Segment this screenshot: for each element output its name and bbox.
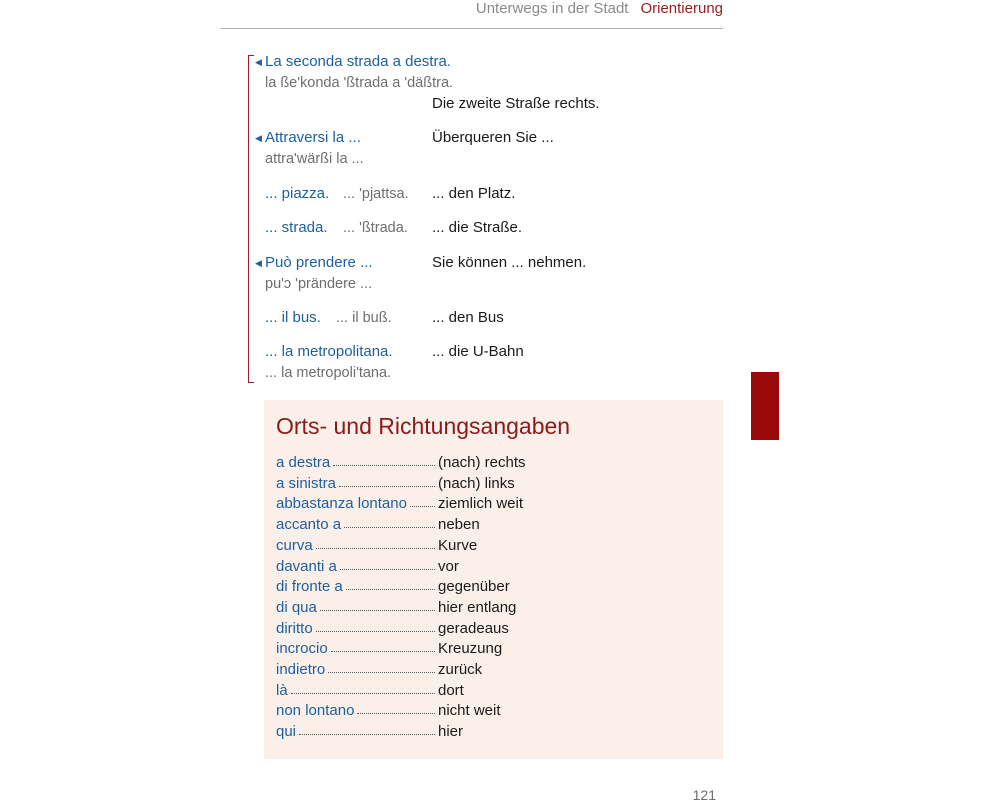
vocabulary-row [276, 536, 706, 557]
vocabulary-german: gegenüber [438, 578, 510, 596]
audio-triangle-icon: ◀ [255, 133, 262, 143]
vocabulary-row [276, 701, 706, 722]
vocabulary-italian: di fronte a [276, 578, 343, 596]
phrase-italian: ... strada. [265, 219, 328, 236]
vocabulary-leader-dots [328, 672, 435, 673]
phrase-italian: ... piazza. [265, 185, 330, 202]
vocabulary-german: Kurve [438, 536, 478, 554]
vocabulary-italian: abbastanza lontano [276, 495, 407, 513]
vocabulary-row [276, 474, 706, 495]
vocabulary-german: hier entlang [438, 598, 517, 616]
vocabulary-row [276, 515, 706, 536]
vocabulary-box [264, 400, 723, 759]
phrase-german: ... den Bus [432, 309, 504, 326]
vocabulary-german: dort [438, 681, 464, 699]
vocabulary-row [276, 639, 706, 660]
vocabulary-italian: non lontano [276, 702, 355, 720]
vocabulary-leader-dots [291, 693, 435, 694]
vocabulary-leader-dots [331, 651, 435, 652]
vocabulary-german: zurück [438, 661, 483, 678]
phrase-italian: Attraversi la ... [265, 129, 361, 146]
phrase-italian: La seconda strada a destra. [265, 53, 451, 70]
vocabulary-row [276, 453, 706, 474]
phrase-pronunciation: ... la metropoli'tana. [265, 365, 392, 381]
vocabulary-leader-dots [333, 465, 435, 466]
vocabulary-italian: di qua [276, 598, 317, 616]
vocabulary-row [276, 681, 706, 702]
vocabulary-italian: indietro [276, 661, 326, 678]
vocabulary-leader-dots [340, 569, 435, 570]
phrase-german: ... den Platz. [432, 185, 516, 202]
phrase-italian: ... il bus. [265, 309, 321, 326]
phrase-german: ... die U-Bahn [432, 343, 524, 360]
vocabulary-italian: curva [276, 536, 313, 554]
audio-triangle-icon: ◀ [255, 57, 262, 67]
vocabulary-row [276, 598, 706, 619]
running-header [220, 0, 723, 29]
vocabulary-leader-dots [339, 486, 435, 487]
phrase-german: Die zweite Straße rechts. [432, 95, 600, 112]
phrase-italian: Può prendere ... [265, 254, 373, 271]
vocabulary-leader-dots [320, 610, 435, 611]
vocabulary-german: ziemlich weit [438, 495, 524, 513]
vocabulary-leader-dots [316, 548, 435, 549]
vocabulary-row [276, 577, 706, 598]
vocabulary-row [276, 722, 706, 743]
vocabulary-leader-dots [316, 631, 435, 632]
audio-triangle-icon: ◀ [255, 258, 262, 268]
phrase-pronunciation: la ße'konda 'ßtrada a 'däßtra. [265, 75, 454, 91]
header-chapter-title: Orientierung [640, 0, 723, 17]
vocabulary-german: Kreuzung [438, 640, 503, 658]
vocabulary-leader-dots [410, 506, 435, 507]
chapter-thumb-tab [751, 372, 779, 440]
vocabulary-italian: a destra [276, 454, 331, 471]
vocabulary-row [276, 494, 706, 515]
vocabulary-leader-dots [357, 713, 435, 714]
vocabulary-row [276, 660, 706, 681]
vocabulary-german: nicht weit [438, 702, 501, 720]
phrase-german: ... die Straße. [432, 219, 523, 236]
phrase-italian: ... la metropolitana. [265, 343, 393, 360]
phrase-pronunciation: ... 'ßtrada. [343, 220, 408, 236]
header-section-title: Unterwegs in der Stadt [475, 0, 629, 17]
vocabulary-leader-dots [346, 589, 435, 590]
phrase-group-bracket [248, 55, 254, 383]
vocabulary-german: hier [438, 723, 464, 741]
phrase-pronunciation: ... 'pjattsa. [343, 186, 409, 202]
phrase-german: Überqueren Sie ... [432, 129, 554, 146]
vocabulary-italian: diritto [276, 619, 313, 637]
vocabulary-german: neben [438, 516, 480, 534]
vocabulary-italian: a sinistra [276, 474, 337, 492]
vocabulary-german: vor [438, 557, 459, 575]
vocabulary-german: (nach) rechts [438, 454, 526, 471]
phrase-german: Sie können ... nehmen. [432, 254, 587, 271]
phrase-pronunciation: ... il buß. [336, 310, 392, 326]
phrase-pronunciation: attra'wärßi la ... [265, 151, 364, 167]
vocabulary-italian: là [276, 681, 288, 699]
vocabulary-italian: qui [276, 723, 297, 741]
vocabulary-row [276, 557, 706, 578]
vocabulary-title: Orts- und Richtungsangaben [276, 413, 571, 439]
vocabulary-german: (nach) links [438, 474, 515, 492]
vocabulary-italian: accanto a [276, 516, 342, 534]
vocabulary-italian: davanti a [276, 557, 337, 575]
vocabulary-leader-dots [344, 527, 435, 528]
vocabulary-italian: incrocio [276, 640, 328, 658]
vocabulary-row [276, 619, 706, 640]
vocabulary-leader-dots [299, 734, 435, 735]
vocabulary-german: geradeaus [438, 619, 509, 637]
page-number: 121 [692, 787, 716, 803]
phrase-pronunciation: pu'ɔ 'prändere ... [265, 276, 373, 292]
